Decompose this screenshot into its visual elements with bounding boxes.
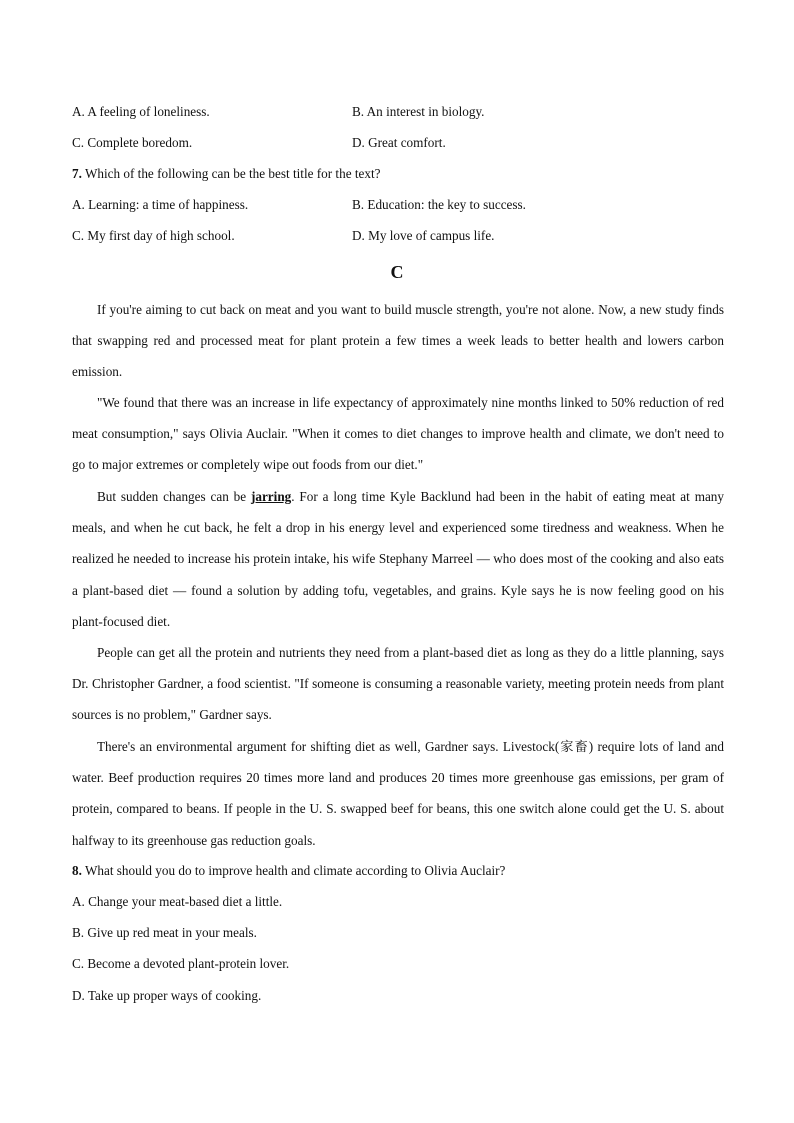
q8-option-c[interactable]: C. Become a devoted plant-protein lover. <box>72 956 290 971</box>
q7-option-b[interactable]: B. Education: the key to success. <box>352 197 526 212</box>
q7-stem: Which of the following can be the best title for the text? <box>81 166 381 181</box>
passage-paragraph-4: People can get all the protein and nutrients they need from a plant-based diet as long as they do a little planning, says Dr. Christopher Gardner, a food scientist. "If someone is consuming a reasonable variety, meeting protein needs from plant sources is no problem," Gardner says. <box>72 645 724 723</box>
q8-option-a[interactable]: A. Change your meat-based diet a little. <box>72 894 283 909</box>
q7-option-a[interactable]: A. Learning: a time of happiness. <box>72 197 249 212</box>
section-heading: C <box>390 262 404 282</box>
passage-paragraph-1: If you're aiming to cut back on meat and you want to build muscle strength, you're not alone. Now, a new study finds that swapping red and processed meat for plant protein a few times a week leads to better health and lowers carbon emission. <box>72 302 724 380</box>
q6-options-row-2 <box>72 135 732 155</box>
q6-options-row-1 <box>72 104 732 124</box>
q8-option-d[interactable]: D. Take up proper ways of cooking. <box>72 988 262 1003</box>
q6-option-c[interactable]: C. Complete boredom. <box>72 135 193 150</box>
passage-paragraph-2: "We found that there was an increase in life expectancy of approximately nine months linked to 50% reduction of red meat consumption," says Olivia Auclair. "When it comes to diet changes to improve health and climate, we don't need to go to major extremes or completely wipe out foods from our diet." <box>72 395 724 473</box>
passage-paragraph-5: There's an environmental argument for shifting diet as well, Gardner says. Livestock(家畜) require lots of land and water. Beef production requires 20 times more land and produces 20 times more greenhouse gas emissions, per gram of protein, compared to beans. If people in the U. S. swapped beef for beans, this one switch alone could get the U. S. about halfway to its greenhouse gas reduction goals. <box>72 739 724 848</box>
paragraph-3-body: . For a long time Kyle Backlund had been in the habit of eating meat at many meals, and when he cut back, he felt a drop in his energy level and experienced some tiredness and weakness. When he realized he needed to increase his protein intake, his wife Stephany Marreel — who does most of the cooking and also eats a plant-based diet — found a solution by adding tofu, vegetables, and grains. Kyle says he is now feeling good on his plant-focused diet. <box>72 489 724 629</box>
q7-question <box>72 166 380 182</box>
highlighted-word: jarring <box>250 489 292 504</box>
passage-paragraph-3 <box>72 481 724 637</box>
q7-number: 7. <box>72 166 82 181</box>
q8-stem: What should you do to improve health and climate according to Olivia Auclair? <box>81 863 506 878</box>
q6-option-b[interactable]: B. An interest in biology. <box>352 104 485 119</box>
q6-option-d[interactable]: D. Great comfort. <box>352 135 446 150</box>
q7-option-c[interactable]: C. My first day of high school. <box>72 228 235 243</box>
paragraph-3-intro: But sudden changes can be <box>97 489 251 504</box>
q7-options-row-2 <box>72 228 732 248</box>
q8-number: 8. <box>72 863 82 878</box>
q8-question <box>72 863 505 879</box>
q7-options-row-1 <box>72 197 732 217</box>
q7-option-d[interactable]: D. My love of campus life. <box>352 228 495 243</box>
q6-option-a[interactable]: A. A feeling of loneliness. <box>72 104 210 119</box>
q8-option-b[interactable]: B. Give up red meat in your meals. <box>72 925 257 940</box>
